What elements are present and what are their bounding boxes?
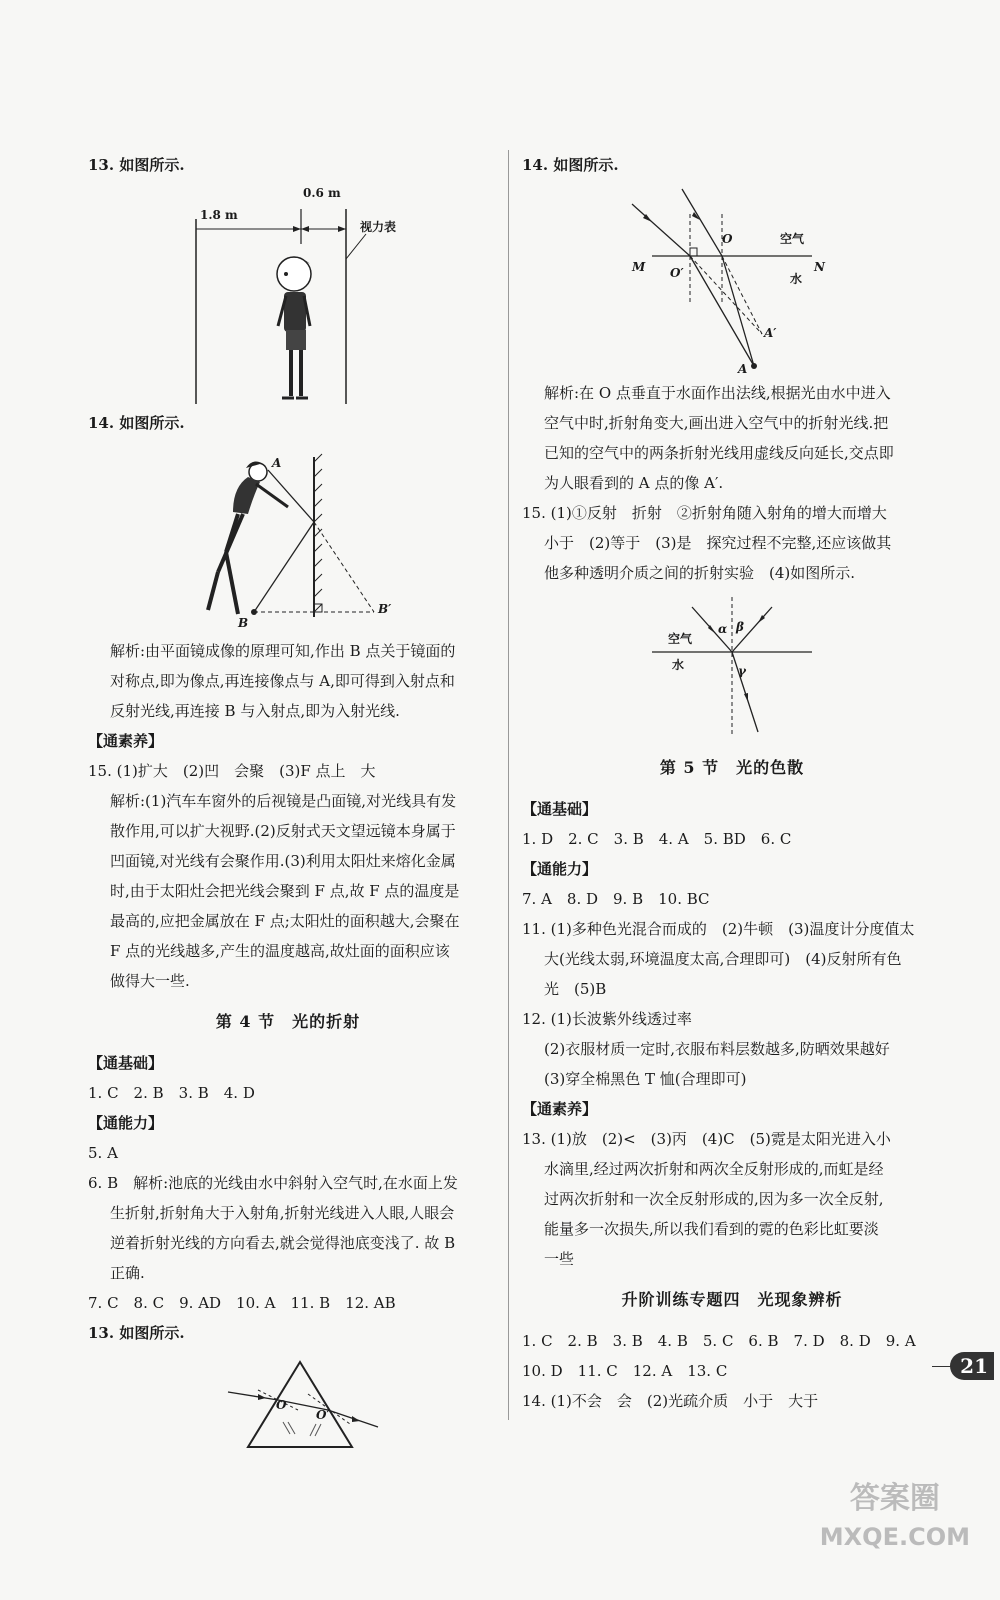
answer-5: 5. A (88, 1144, 118, 1162)
q13r-line: 过两次折射和一次全反射形成的,因为多一次全反射, (544, 1190, 884, 1208)
label-o: O (722, 232, 733, 246)
q14-analysis-line: 反射光线,再连接 B 与入射点,即为入射光线. (110, 702, 400, 720)
q15-analysis-line: 解析:(1)汽车车窗外的后视镜是凸面镜,对光线具有发 (110, 792, 457, 810)
label-air: 空气 (780, 232, 805, 246)
section-nengli: 【通能力】 (88, 1114, 164, 1132)
label-b: B (238, 616, 249, 630)
watermark (820, 1480, 970, 1556)
topic-answers-2: 10. D 11. C 12. A 13. C (522, 1362, 728, 1380)
section-suyang: 【通素养】 (88, 732, 164, 750)
q14r-analysis-line: 已知的空气中的两条折射光线用虚线反向延长,交点即 (544, 444, 894, 462)
q13r-line: 13. (1)放 (2)< (3)丙 (4)C (5)霓是太阳光进入小 (522, 1130, 891, 1148)
section-suyang: 【通素养】 (522, 1100, 598, 1118)
section-title-5: 第 5 节 光的色散 (659, 758, 805, 777)
topic-answers-3: 14. (1)不会 会 (2)光疏介质 小于 大于 (522, 1392, 819, 1410)
refraction-figure (522, 184, 942, 374)
q12-line: (3)穿全棉黑色 T 恤(合理即可) (544, 1070, 747, 1088)
q14-heading: 14. 如图所示. (88, 414, 185, 432)
q6-line: 6. B 解析:池底的光线由水中斜射入空气时,在水面上发 (88, 1174, 458, 1192)
q15r-line: 他多种透明介质之间的折射实验 (4)如图所示. (544, 564, 856, 582)
label-gamma: γ (738, 664, 746, 678)
watermark-line: MXQE.COM (819, 1523, 970, 1551)
label-b-prime: B′ (378, 602, 392, 616)
q13r-line: 能量多一次损失,所以我们看到的霓的色彩比虹要淡 (544, 1220, 879, 1238)
watermark-line: 答案圈 (849, 1481, 940, 1516)
q11-line: 11. (1)多种色光混合而成的 (2)牛顿 (3)温度计分度值太 (522, 920, 915, 938)
section-jichu: 【通基础】 (88, 1054, 164, 1072)
q6-line: 逆着折射光线的方向看去,就会觉得池底变浅了. 故 B (110, 1234, 456, 1252)
q12-line: 12. (1)长波紫外线透过率 (522, 1010, 692, 1028)
prism-figure (88, 1352, 488, 1452)
q14r-analysis-line: 空气中时,折射角变大,画出进入空气中的折射光线.把 (544, 414, 889, 432)
q15-analysis-line: 散作用,可以扩大视野.(2)反射式天文望远镜本身属于 (110, 822, 456, 840)
column-divider (508, 150, 509, 1420)
prism-diagram (88, 1352, 488, 1452)
label-a: A (272, 456, 282, 470)
answers-jichu: 1. C 2. B 3. B 4. D (88, 1084, 255, 1102)
q15-analysis-line: 最高的,应把金属放在 F 点;太阳灶的面积越大,会聚在 (110, 912, 460, 930)
label-0-6m: 0.6 m (303, 186, 341, 200)
label-alpha: α (718, 622, 728, 636)
page-number: 21 (950, 1352, 994, 1380)
q15-analysis-line: 时,由于太阳灶会把光线会聚到 F 点,故 F 点的温度是 (110, 882, 460, 900)
q12-line: (2)衣服材质一定时,衣服布料层数越多,防晒效果越好 (544, 1040, 890, 1058)
q13-heading: 13. 如图所示. (88, 156, 185, 174)
q6-line: 正确. (110, 1264, 145, 1282)
q15r-line: 小于 (2)等于 (3)是 探究过程不完整,还应该做其 (544, 534, 892, 552)
label-o-prime: O′ (670, 266, 684, 280)
label-beta: β (736, 620, 744, 634)
label-o: O (276, 1398, 287, 1412)
section-title-topic4: 升阶训练专题四 光现象辨析 (621, 1290, 843, 1309)
label-a: A (738, 362, 748, 376)
mirror-diagram (88, 442, 488, 632)
q14r-heading: 14. 如图所示. (522, 156, 619, 174)
refraction-diagram (522, 184, 942, 374)
angle-diagram (522, 592, 942, 742)
q11-line: 光 (5)B (544, 980, 607, 998)
answers-7-10: 7. A 8. D 9. B 10. BC (522, 890, 710, 908)
label-m: M (632, 260, 646, 274)
section-jichu: 【通基础】 (522, 800, 598, 818)
page-number-dash (932, 1366, 952, 1367)
topic-answers-1: 1. C 2. B 3. B 4. B 5. C 6. B 7. D 8. D 9. A (522, 1332, 916, 1350)
label-n: N (814, 260, 825, 274)
q14r-analysis-line: 为人眼看到的 A 点的像 A′. (544, 474, 724, 492)
left-column (88, 150, 488, 1456)
q15-analysis-line: 凹面镜,对光线有会聚作用.(3)利用太阳灶来熔化金属 (110, 852, 456, 870)
label-air: 空气 (668, 632, 693, 646)
right-column (522, 150, 942, 1416)
eye-chart-diagram (88, 184, 488, 404)
section-nengli: 【通能力】 (522, 860, 598, 878)
q11-line: 大(光线太弱,环境温度太高,合理即可) (4)反射所有色 (544, 950, 902, 968)
q13r-line: 水滴里,经过两次折射和两次全反射形成的,而虹是经 (544, 1160, 884, 1178)
q13b-heading: 13. 如图所示. (88, 1324, 185, 1342)
label-eye-chart: 视力表 (360, 220, 397, 234)
angle-figure (522, 592, 942, 742)
label-water: 水 (790, 272, 803, 286)
q14-analysis-line: 解析:由平面镜成像的原理可知,作出 B 点关于镜面的 (110, 642, 456, 660)
q15r-line: 15. (1)①反射 折射 ②折射角随入射角的增大而增大 (522, 504, 887, 522)
section-title-4: 第 4 节 光的折射 (215, 1012, 361, 1031)
q15-answer: 15. (1)扩大 (2)凹 会聚 (3)F 点上 大 (88, 762, 376, 780)
label-o-prime: O′ (316, 1408, 330, 1422)
answers-7-12: 7. C 8. C 9. AD 10. A 11. B 12. AB (88, 1294, 396, 1312)
label-water: 水 (672, 658, 685, 672)
q15-analysis-line: 做得大一些. (110, 972, 190, 990)
q14-analysis-line: 对称点,即为像点,再连接像点与 A,即可得到入射点和 (110, 672, 455, 690)
q13r-line: 一些 (544, 1250, 575, 1268)
q6-line: 生折射,折射角大于入射角,折射光线进入人眼,人眼会 (110, 1204, 455, 1222)
answers-jichu: 1. D 2. C 3. B 4. A 5. BD 6. C (522, 830, 792, 848)
label-1-8m: 1.8 m (200, 208, 238, 222)
mirror-figure (88, 442, 488, 632)
eye-chart-figure (88, 184, 488, 404)
q14r-analysis-line: 解析:在 O 点垂直于水面作出法线,根据光由水中进入 (544, 384, 891, 402)
label-a-prime: A′ (764, 326, 777, 340)
q15-analysis-line: F 点的光线越多,产生的温度越高,故灶面的面积应该 (110, 942, 450, 960)
